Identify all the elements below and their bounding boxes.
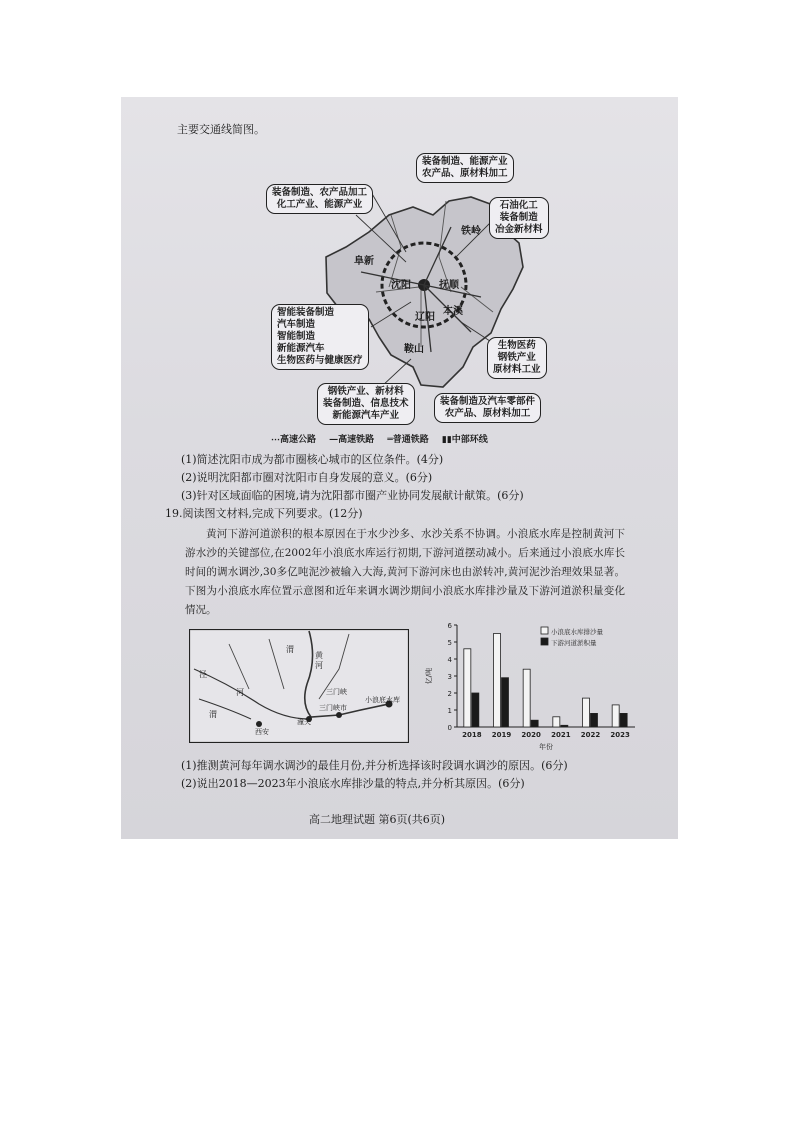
map1-box-northwest: 装备制造、农产品加工 化工产业、能源产业 (266, 184, 373, 214)
bar-deposition-2020 (531, 720, 538, 727)
x-tick-label: 2019 (491, 731, 512, 739)
city-label-benxi: 本溪 (443, 306, 463, 317)
x-tick-label: 2021 (551, 731, 571, 739)
map2-label: 黄 (315, 651, 323, 660)
q18-item-3: (3)针对区域面临的困境,请为沈阳都市圈产业协同发展献计献策。(6分) (181, 489, 524, 502)
map1-box-west: 智能装备制造 汽车制造 智能制造 新能源汽车 生物医药与健康医疗 (271, 304, 369, 370)
legend-highspeed-rail: —高速铁路 (329, 435, 375, 445)
q19-item-2: (2)说出2018—2023年小浪底水库排沙量的特点,并分析其原因。(6分) (181, 777, 525, 790)
bar-deposition-2018 (472, 693, 479, 727)
map1-box-north: 装备制造、能源产业 农产品、原材料加工 (416, 153, 514, 183)
bar-discharge-2019 (494, 634, 501, 728)
city-label-liaoyang: 辽阳 (415, 312, 435, 323)
legend-label: 下游河道淤积量 (551, 639, 597, 647)
x-tick-label: 2018 (462, 731, 482, 739)
bar-deposition-2022 (591, 713, 598, 727)
legend-expressway: ⋯高速公路 (271, 435, 317, 445)
y-tick-label: 5 (447, 639, 452, 647)
bar-deposition-2019 (502, 678, 509, 727)
y-tick-label: 1 (447, 707, 452, 715)
x-axis-label: 年份 (539, 743, 553, 751)
map2-label-sanmenxia-city: 三门峡市 (319, 704, 347, 712)
map2-label-xiaolangdi: 小浪底水库 (365, 696, 400, 704)
bar-discharge-2020 (523, 669, 530, 727)
map2-label-tongguan: 潼关 (297, 718, 311, 726)
city-label-shenyang: 沈阳 (391, 280, 411, 291)
q18-item-1: (1)简述沈阳市成为都市圈核心城市的区位条件。(4分) (181, 453, 444, 466)
bar-deposition-2023 (620, 713, 627, 727)
bar-deposition-2021 (561, 725, 568, 727)
legend-swatch (541, 627, 548, 634)
map2-label: 河 (315, 661, 323, 670)
exam-page-photo (121, 97, 678, 839)
q19-item-1: (1)推测黄河每年调水调沙的最佳月份,并分析选择该时段调水调沙的原因。(6分) (181, 759, 568, 772)
city-label-anshan: 鞍山 (404, 344, 424, 355)
map1-box-east: 生物医药 钢铁产业 原材料工业 (487, 337, 547, 379)
city-label-tieling: 铁岭 (461, 226, 481, 237)
map2-label-sanmenxia: 三门峡 (326, 688, 347, 696)
q19-paragraph: 黄河下游河道淤积的根本原因在于水少沙多、水沙关系不协调。小浪底水库是控制黄河下游水沙的关键部位,在2002年小浪底水库运行初期,下游河道摆动减小。后来通过小浪底水库长时间的调水调沙,30多亿吨泥沙被输入大海,黄河下游河床也由淤转冲,黄河泥沙治理效果显著。下图为小浪底水库位置示意图和近年来调水调沙期间小浪底水库排沙量及下游河道淤积量变化情况。 (185, 528, 625, 616)
map2-label: 渭 (286, 645, 294, 654)
y-tick-label: 2 (447, 690, 452, 698)
city-label-fuxin: 阜新 (354, 256, 374, 267)
y-tick-label: 3 (447, 673, 452, 681)
y-axis-label: 亿/吨 (425, 667, 433, 685)
q18-item-2: (2)说明沈阳都市圈对沈阳市自身发展的意义。(6分) (181, 471, 433, 484)
x-tick-label: 2023 (610, 731, 630, 739)
map2-label: 渭 (209, 710, 217, 719)
map1-box-southeast: 装备制造及汽车零部件 农产品、原材料加工 (434, 393, 541, 423)
bar-discharge-2018 (464, 649, 471, 727)
map1-box-south: 钢铁产业、新材料 装备制造、信息技术 新能源汽车产业 (317, 383, 415, 425)
page-footer: 高二地理试题 第6页(共6页) (309, 813, 446, 826)
bar-discharge-2022 (583, 698, 590, 727)
map2-label: 泾 (199, 670, 207, 679)
intro-text: 主要交通线简图。 (177, 123, 265, 136)
y-tick-label: 0 (447, 724, 452, 732)
y-tick-label: 4 (447, 656, 452, 664)
x-tick-label: 2022 (580, 731, 601, 739)
legend-label: 小浪底水库排沙量 (551, 628, 603, 636)
sediment-bar-chart (421, 615, 643, 753)
y-tick-label: 6 (447, 622, 452, 630)
bar-discharge-2023 (612, 705, 619, 727)
bar-discharge-2021 (553, 717, 560, 727)
map2-label-xian: 西安 (255, 728, 269, 736)
map1-legend (271, 432, 498, 445)
legend-railway: ═普通铁路 (387, 435, 429, 445)
q19-heading: 19.阅读图文材料,完成下列要求。(12分) (165, 507, 363, 520)
map1-box-northeast: 石油化工 装备制造 冶金新材料 (489, 197, 549, 239)
map2-label: 河 (236, 688, 244, 697)
x-tick-label: 2020 (521, 731, 541, 739)
city-label-fushun: 抚顺 (439, 280, 459, 291)
legend-ring: ▮▮中部环线 (441, 435, 488, 445)
legend-swatch (541, 638, 548, 645)
